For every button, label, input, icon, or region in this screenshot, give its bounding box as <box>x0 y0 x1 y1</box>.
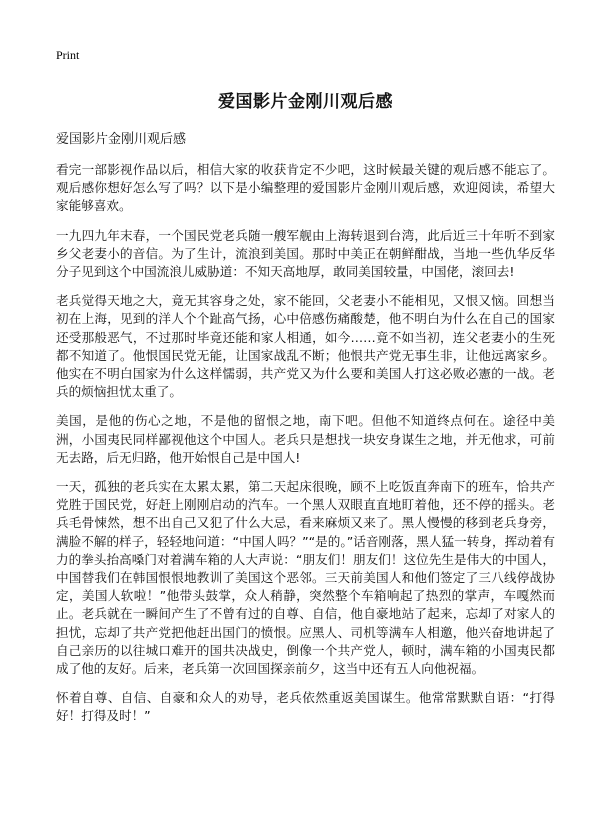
print-link[interactable]: Print <box>56 48 80 62</box>
paragraph-america: 美国，是他的伤心之地，不是他的留恨之地，南下吧。但他不知道终点何在。途径中美洲，小国夷民同样鄙视他这个中国人。老兵只是想找一块安身谋生之地，并无他求，可前无去路，后无归路，他开始恨自己是中国人! <box>56 413 555 465</box>
paragraph-bus: 一天，孤独的老兵实在太累太累，第二天起床很晚，顾不上吃饭直奔南下的班车，恰共产党胜于国民党，好赶上刚刚启动的汽车。一个黑人双眼直直地盯着他，还不停的摇头。老兵毛骨悚然，想不出自己又犯了什么大忌，看来麻烦又来了。黑人慢慢的移到老兵身旁，满脸不解的样子，轻轻地问道：“中国人吗？”“是的。”话音刚落，黑人猛一转身，挥动着有力的拳头抬高嗓门对着满车箱的人大声说：“朋友们！朋友们！这位先生是伟大的中国人，中国替我们在韩国恨恨地教训了美国这个恶邻。三天前美国人和他们签定了三八线停战协定，美国人软啦！”他带头鼓掌，众人稍静，突然整个车箱响起了热烈的掌声，车嘎然而止。老兵就在一瞬间产生了不曾有过的自尊、自信，他自豪地站了起来，忘却了对家人的担忧，忘却了共产党把他赶出国门的愤恨。应黑人、司机等满车人相邀，他兴奋地讲起了自己亲历的以往城口难开的国共决战史，倒像一个共产党人，顿时，满车箱的小国夷民都成了他的友好。后来，老兵第一次回国探亲前夕，这当中还有五人向他祝福。 <box>56 479 555 677</box>
paragraph-1949: 一九四九年末春，一个国民党老兵随一艘军舰由上海转退到台湾，此后近三十年听不到家乡父老妻小的音信。为了生计，流浪到美国。那时中美正在朝鲜酣战，当地一些仇华反华分子见到这个中国流浪儿威胁道：不知天高地厚，敢同美国较量，中国佬，滚回去! <box>56 227 555 280</box>
article-title: 爱国影片金刚川观后感 <box>218 92 393 112</box>
paragraph-ending: 怀着自尊、自信、自豪和众人的劝导，老兵依然重返美国谋生。他常常默默自语：“打得好！打得及时！” <box>56 690 555 724</box>
paragraph-intro: 看完一部影视作品以后，相信大家的收获肯定不少吧，这时候最关键的观后感不能忘了。观后感你想好怎么写了吗？以下是小编整理的爱国影片金刚川观后感，欢迎阅读，希望大家能够喜欢。 <box>56 162 555 214</box>
article-subtitle: 爱国影片金刚川观后感 <box>56 132 187 147</box>
paragraph-homesick: 老兵觉得天地之大，竟无其容身之处，家不能回，父老妻小不能相见，又恨又恼。回想当初在上海，见到的洋人个个趾高气扬，心中倍感伤痛酸楚，他不明白为什么在自己的国家还受那般恶气，不过那时毕竟还能和家人相通，如今……竟不如当初，连父老妻小的生死都不知道了。他恨国民党无能，让国家战乱不断；他恨共产党无事生非，让他远离家乡。他实在不明白国家为什么这样懦弱，共产党又为什么要和美国人打这必败必憲的一战。老兵的烦恼担忧太重了。 <box>56 293 555 400</box>
